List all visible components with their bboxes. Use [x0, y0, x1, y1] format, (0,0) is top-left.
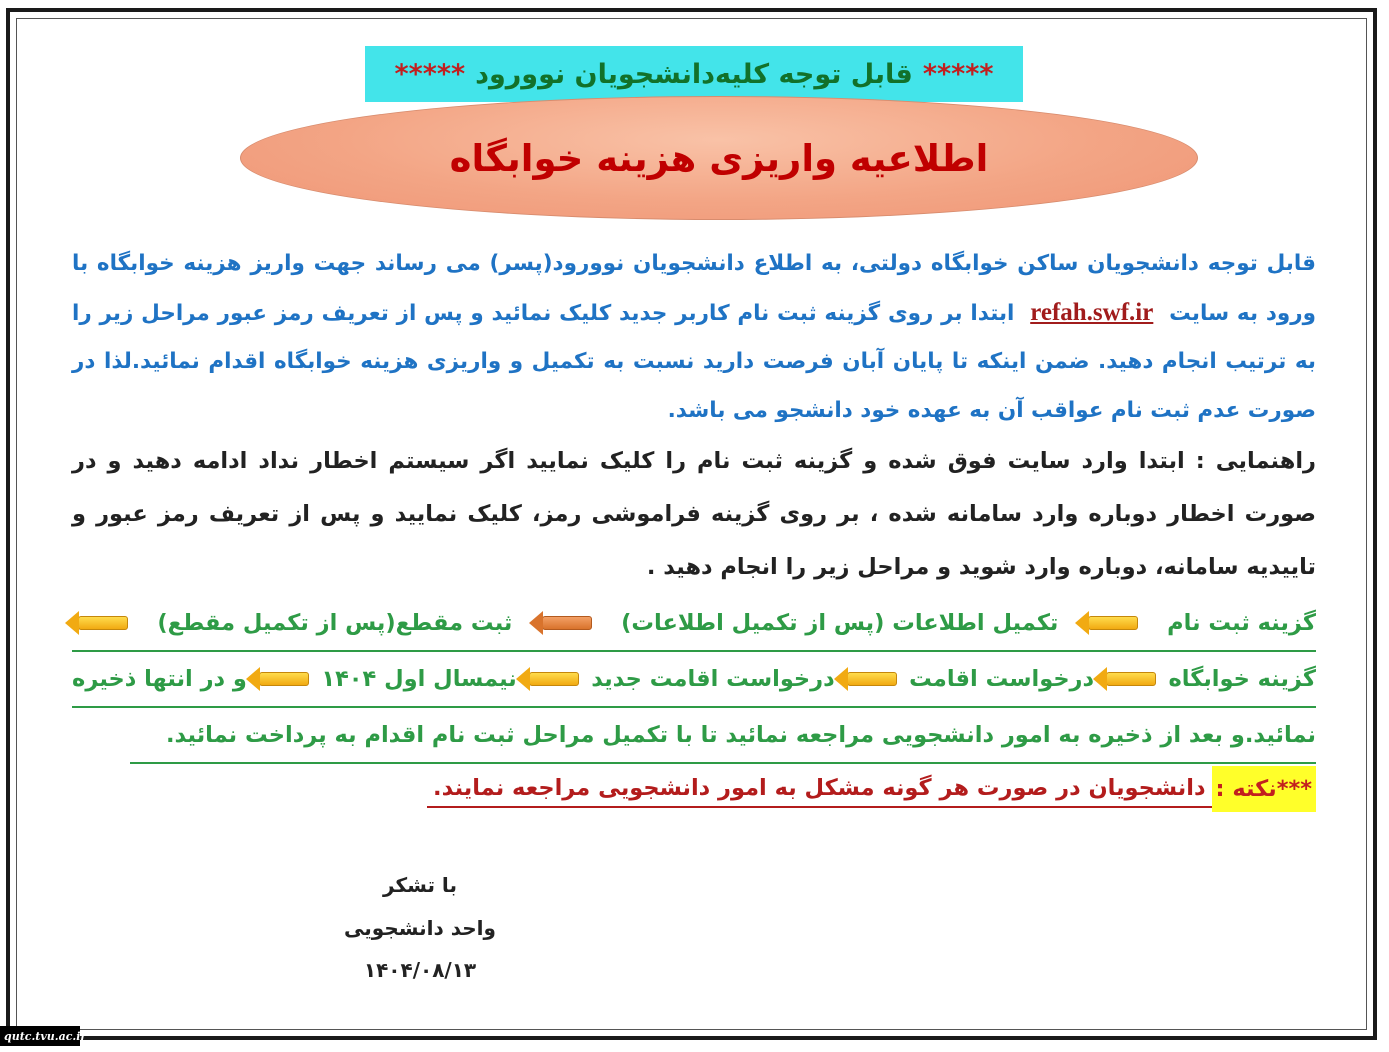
arrow-left-icon: [1088, 616, 1138, 630]
step-residence-request: درخواست اقامت: [909, 666, 1095, 692]
step-register-grade: ثبت مقطع(پس از تکمیل مقطع): [157, 610, 513, 636]
arrow-left-icon: [1106, 672, 1156, 686]
refah-link[interactable]: refah.swf.ir: [1030, 298, 1154, 326]
announcement-body: [72, 240, 1316, 594]
guide-paragraph: راهنمایی : ابتدا وارد سایت فوق شده و گزینه ثبت نام را کلیک نمایید اگر سیستم اخطار نداد ادامه دهید و در صورت اخطار دوباره وارد سامانه شده ، بر روی گزینه فراموشی رمز، کلیک نمایید و پس از تعریف رمز عبور و تاییدیه سامانه، دوباره وارد شوید و مراحل زیر را انجام دهید .: [72, 448, 1316, 580]
arrow-left-icon: [259, 672, 309, 686]
arrow-left-icon: [78, 616, 128, 630]
step-dorm-option: گزینه خوابگاه: [1168, 666, 1316, 692]
arrow-left-icon: [542, 616, 592, 630]
signature-thanks: با تشکر: [383, 873, 457, 897]
arrow-left-icon: [847, 672, 897, 686]
step-register: گزینه ثبت نام: [1167, 610, 1316, 636]
steps-line-3: [130, 708, 1316, 764]
site-watermark: qutc.tvu.ac.ir: [0, 1026, 80, 1046]
banner-stars-left: *****: [394, 58, 466, 90]
step-save: و در انتها ذخیره: [72, 666, 247, 692]
steps-line-2: [72, 652, 1316, 708]
top-banner: [365, 46, 1023, 102]
step-complete-info: تکمیل اطلاعات (پس از تکمیل اطلاعات): [621, 610, 1059, 636]
steps-section: [72, 596, 1316, 764]
title-oval: [240, 96, 1198, 220]
page-title: اطلاعیه واریزی هزینه خوابگاه: [449, 136, 989, 180]
step-final-instruction: نمائید.و بعد از ذخیره به امور دانشجویی مراجعه نمائید تا با تکمیل مراحل ثبت نام اقدام به پرداخت نمائید.: [165, 722, 1316, 748]
step-semester: نیمسال اول ۱۴۰۴: [321, 666, 517, 692]
note-text: دانشجویان در صورت هر گونه مشکل به امور دانشجویی مراجعه نمایند.: [427, 770, 1211, 808]
intro-paragraph: [72, 240, 1316, 435]
intro-text-part1: قابل توجه دانشجویان ساکن خوابگاه دولتی، به اطلاع دانشجویان نوورود(پسر) می رساند جهت واریز هزینه خوابگاه با ورود به سایت: [72, 251, 1316, 326]
arrow-left-icon: [529, 672, 579, 686]
banner-stars-right: *****: [922, 58, 994, 90]
banner-text: قابل توجه کلیه‌دانشجویان نوورود: [475, 58, 913, 90]
step-new-residence-request: درخواست اقامت جدید: [591, 666, 835, 692]
intro-text-part2: ابتدا بر روی گزینه ثبت نام کاربر جدید کلیک نمائید و پس از تعریف رمز عبور مراحل زیر را به ترتیب انجام دهید. ضمن اینکه تا پایان آبان فرصت دارید نسبت به تکمیل و واریزی هزینه خوابگاه اقدام نمائید.لذا در صورت عدم ثبت نام عواقب آن به عهده خود دانشجو می باشد.: [72, 300, 1316, 423]
note-box: [390, 766, 1316, 812]
note-label: ***نکته :: [1212, 766, 1317, 812]
signature-date: ۱۴۰۴/۰۸/۱۳: [363, 958, 477, 982]
steps-line-1: [72, 596, 1316, 652]
signature-unit: واحد دانشجویی: [344, 916, 496, 940]
